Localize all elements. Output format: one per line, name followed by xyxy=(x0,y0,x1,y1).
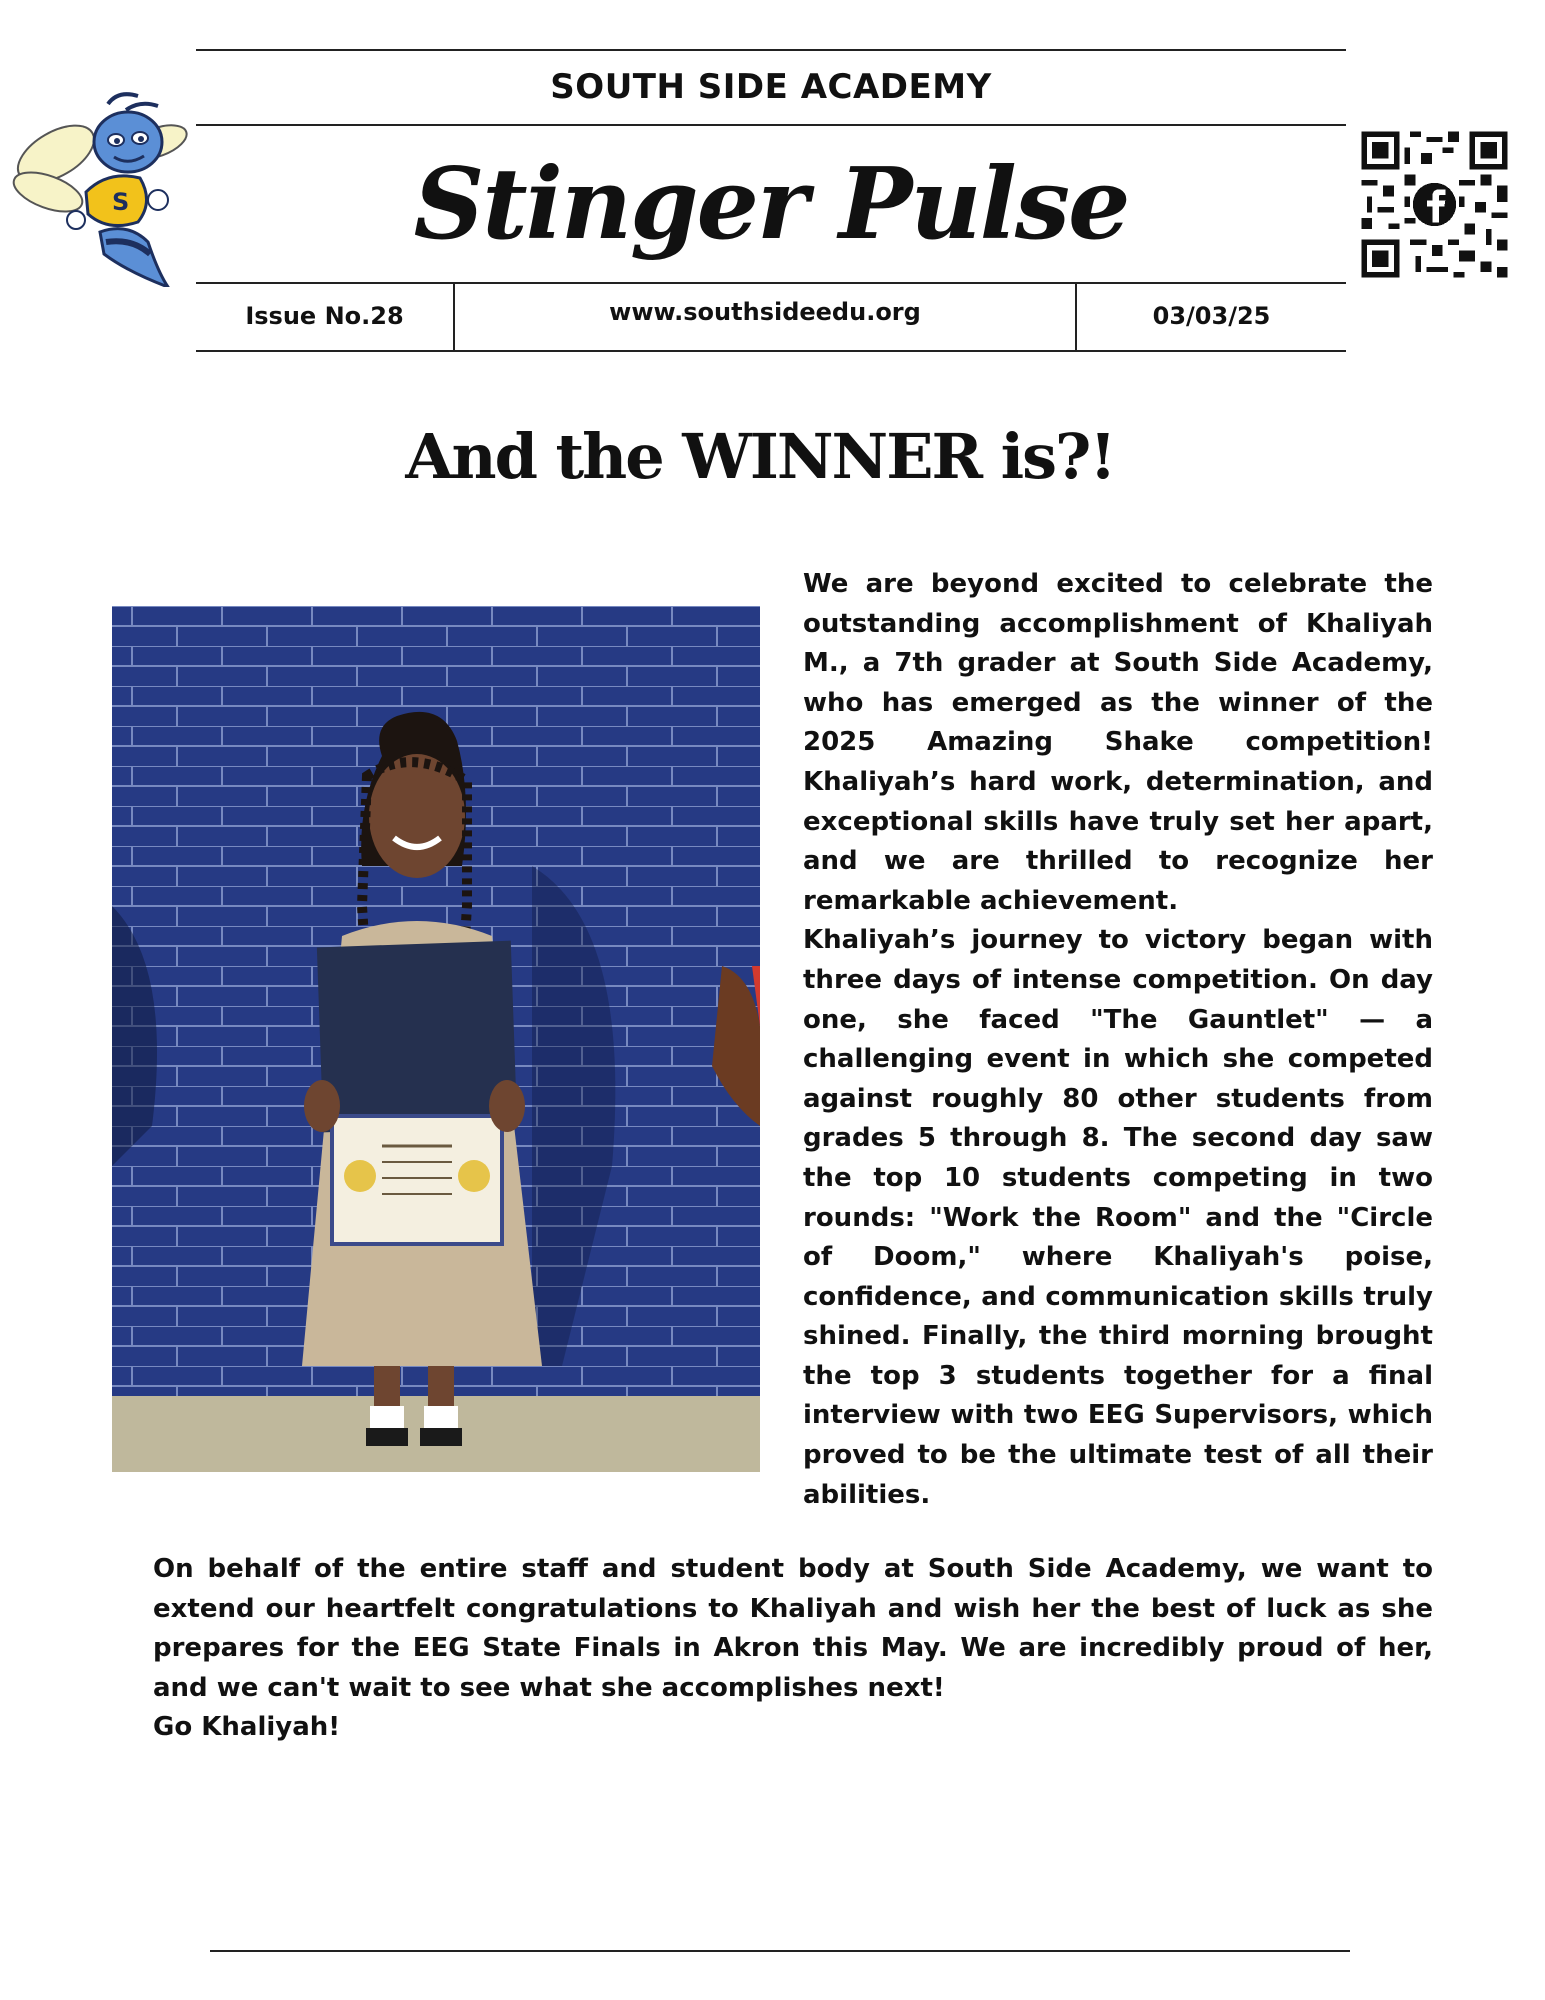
header-rule-under-school xyxy=(196,124,1346,126)
issue-date: 03/03/25 xyxy=(1152,302,1271,330)
article-paragraph: We are beyond excited to celebrate the outstanding accomplishment of Khaliyah M., a 7th grader at South Side Academy, who has emerged as the winner of the 2025 Amazing Shake competition! Khaliyah’s hard work, determination, and exceptional skills have truly set her apart, and we are thrilled to recognize her remarkable achievement. xyxy=(803,569,1433,916)
hornet-mascot-icon xyxy=(8,82,193,287)
header-rule-bottom xyxy=(196,350,1346,352)
newsletter-title: Stinger Pulse xyxy=(413,147,1129,262)
closing-signoff: Go Khaliyah! xyxy=(153,1712,341,1743)
website-link[interactable]: www.southsideedu.org xyxy=(609,298,921,326)
winner-photo-image xyxy=(112,606,760,1472)
header-rule-top xyxy=(196,49,1346,51)
closing-paragraph: On behalf of the entire staff and student body at South Side Academy, we want to extend our heartfelt congratulations to Khaliyah and wish her the best of luck as she prepares for the EEG State Finals in Akron this May. We are incredibly proud of her, and we can't wait to see what she accomplishes next! xyxy=(153,1554,1433,1703)
article-closing xyxy=(153,1550,1433,1748)
qr-code-icon[interactable] xyxy=(1356,126,1513,283)
mascot-letter: S xyxy=(112,188,130,216)
footer-rule xyxy=(210,1950,1350,1952)
article-body xyxy=(803,565,1433,1515)
winner-photo xyxy=(112,606,760,1472)
article-headline: And the WINNER is?! xyxy=(405,420,1115,493)
issue-number: Issue No.28 xyxy=(245,302,404,330)
article-paragraph: Khaliyah’s journey to victory began with three days of intense competition. On day one, she faced "The Gauntlet" — a challenging event in which she competed against roughly 80 other students from grades 5 through 8. The second day saw the top 10 students competing in two rounds: "Work the Room" and the "Circle of Doom," where Khaliyah's poise, confidence, and communication skills truly shined. Finally, the third morning brought the top 3 students together for a final interview with two EEG Supervisors, which proved to be the ultimate test of all their abilities. xyxy=(803,925,1433,1510)
school-name: SOUTH SIDE ACADEMY xyxy=(550,67,992,107)
